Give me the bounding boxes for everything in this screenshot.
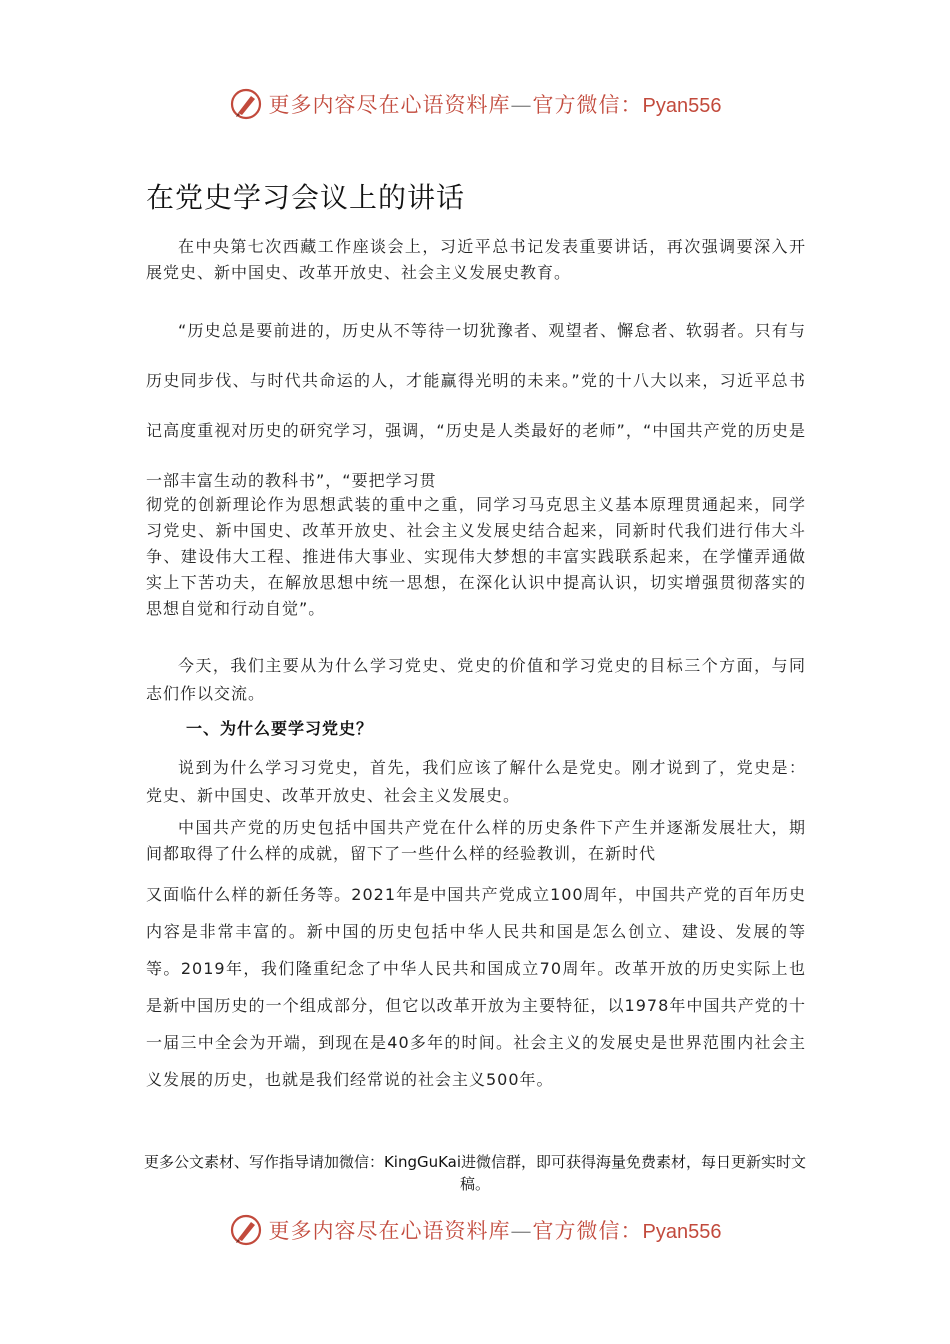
paragraph-what-is-party-history: 说到为什么学习习党史，首先，我们应该了解什么是党史。刚才说到了，党史是：党史、新中国史、改革开放史、社会主义发展史。 (146, 758, 806, 805)
paragraph-intro: 在中央第七次西藏工作座谈会上，习近平总书记发表重要讲话，再次强调要深入开展党史、新中国史、改革开放史、社会主义发展史教育。 (146, 237, 806, 282)
pen-logo-icon (229, 1213, 263, 1247)
watermark-banner-top (0, 84, 950, 124)
paragraph-history-details: 又面临什么样的新任务等。2021年是中国共产党成立100周年，中国共产党的百年历史内容是非常丰富的。新中国的历史包括中华人民共和国是怎么创立、建设、发展的等等。2019年，我们隆重纪念了中华人民共和国成立70周年。改革开放的历史实际上也是新中国历史的一个组成部分，但它以改革开放为主要特征，以1978年中国共产党的十一届三中全会为开端，到现在是40多年的时间。社会主义的发展史是世界范围内社会主义发展的历史，也就是我们经常说的社会主义500年。 (146, 885, 806, 1089)
paragraph-overview: 今天，我们主要从为什么学习党史、党史的价值和学习党史的目标三个方面，与同志们作以交流。 (146, 656, 806, 703)
watermark-text: 更多内容尽在心语资料库—官方微信：Pyan556 (268, 1219, 722, 1243)
paragraph-quote: “历史总是要前进的，历史从不等待一切犹豫者、观望者、懈怠者、软弱者。只有与历史同步伐、与时代共命运的人，才能赢得光明的未来。”党的十八大以来，习近平总书记高度重视对历史的研究学习，强调，“历史是人类最好的老师”，“中国共产党的历史是一部丰富生动的教科书”，“要把学习贯 (146, 321, 806, 490)
paragraph-quote-continued: 彻党的创新理论作为思想武装的重中之重，同学习马克思主义基本原理贯通起来，同学习党史、新中国史、改革开放史、社会主义发展史结合起来，同新时代我们进行伟大斗争、建设伟大工程、推进伟大事业、实现伟大梦想的丰富实践联系起来，在学懂弄通做实上下苦功夫，在解放思想中统一思想，在深化认识中提高认识，切实增强贯彻落实的思想自觉和行动自觉”。 (146, 495, 806, 618)
watermark-account: Pyan556 (642, 95, 722, 117)
watermark-text: 更多内容尽在心语资料库—官方微信：Pyan556 (268, 93, 722, 117)
section-heading: 一、为什么要学习党史？ (186, 719, 374, 738)
watermark-account: Pyan556 (642, 1221, 722, 1243)
page-title: 在党史学习会议上的讲话 (146, 181, 466, 214)
watermark-banner-bottom (0, 1210, 950, 1250)
pen-logo-icon (229, 87, 263, 121)
paragraph-party-history-content: 中国共产党的历史包括中国共产党在什么样的历史条件下产生并逐渐发展壮大，期间都取得了什么样的成就，留下了一些什么样的经验教训，在新时代 (146, 818, 806, 863)
footer-promo-note: 更多公文素材、写作指导请加微信：KingGuKai进微信群，即可获得海量免费素材，每日更新实时文稿。 (143, 1153, 807, 1193)
